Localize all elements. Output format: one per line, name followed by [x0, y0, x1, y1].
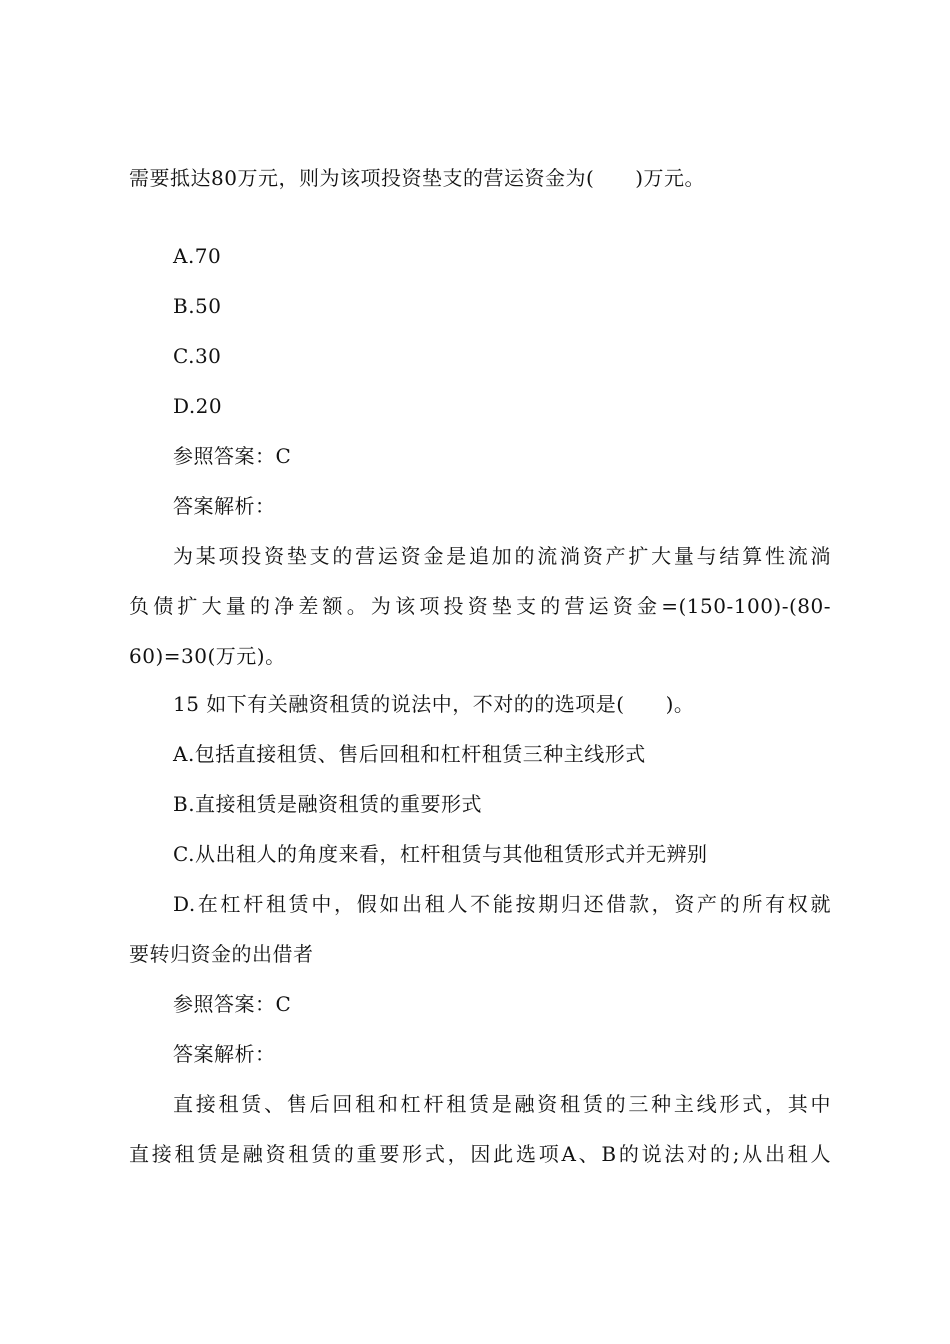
q15-option-c: C.从出租人的角度来看，杠杆租赁与其他租赁形式并无辨别: [173, 842, 708, 866]
q14-analysis-line-2: 负债扩大量的净差额。为该项投资垫支的营运资金=(150-100)-(80-: [129, 594, 831, 618]
q15-option-b: B.直接租赁是融资租赁的重要形式: [173, 792, 483, 816]
q15-analysis-label: 答案解析：: [173, 1042, 276, 1066]
q15-answer: 参照答案：C: [173, 992, 292, 1016]
q14-option-b: B.50: [173, 294, 222, 318]
q15-option-d-continued: 要转归资金的出借者: [129, 942, 314, 966]
q15-analysis-line-1: 直接租赁、售后回租和杠杆租赁是融资租赁的三种主线形式，其中: [173, 1092, 831, 1116]
q14-stem-tail: 需要抵达80万元，则为该项投资垫支的营运资金为( )万元。: [129, 166, 706, 190]
q14-analysis-line-1: 为某项投资垫支的营运资金是追加的流淌资产扩大量与结算性流淌: [173, 544, 831, 568]
q14-option-c: C.30: [173, 344, 222, 368]
q14-analysis-line-3: 60)=30(万元)。: [129, 644, 286, 668]
q15-stem: 15 如下有关融资租赁的说法中，不对的的选项是( )。: [173, 692, 695, 716]
q14-answer: 参照答案：C: [173, 444, 292, 468]
q14-option-d: D.20: [173, 394, 223, 418]
q14-option-a: A.70: [173, 244, 222, 268]
q15-analysis-line-2: 直接租赁是融资租赁的重要形式，因此选项A、B的说法对的;从出租人: [129, 1142, 831, 1166]
q15-option-a: A.包括直接租赁、售后回租和杠杆租赁三种主线形式: [173, 742, 646, 766]
q15-option-d: D.在杠杆租赁中，假如出租人不能按期归还借款，资产的所有权就: [173, 892, 831, 916]
q14-analysis-label: 答案解析：: [173, 494, 276, 518]
